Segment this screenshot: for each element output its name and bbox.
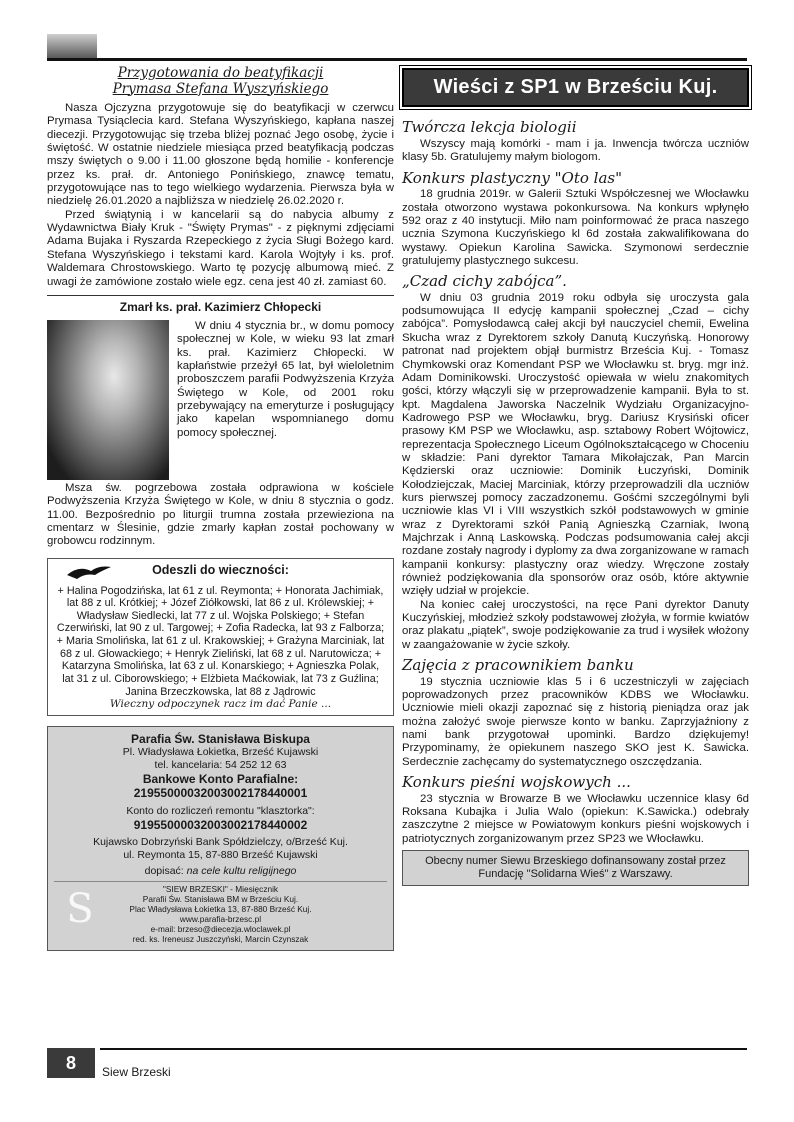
news-para-1: Wszyscy mają komórki - mam i ja. Inwencja twórcza uczniów klasy 5b. Gratulujemy małym biologom.	[402, 137, 749, 164]
credit-2: Parafii Św. Stanisława BM w Brześciu Kuj.	[142, 893, 299, 904]
parish-address: Pl. Władysława Łokietka, Brześć Kujawski	[122, 746, 319, 759]
obituary-para1: W dniu 4 stycznia br., w domu pomocy społecznej w Kole, w wieku 93 lat zmarł ks. prał. Kazimierz Chłopecki. W kapłaństwie przeżył 65 lat, był wieloletnim proboszczem parafii Podwyższenia Krzyża Świętego w Kole, od 2001 roku przebywający na emeryturze i posługujący jako kapelan wspomnianego domu pomocy społecznej.	[177, 319, 394, 439]
credit-6: red. ks. Ireneusz Juszczyński, Marcin Czynszak	[132, 933, 309, 944]
publication-name: Siew Brzeski	[102, 1065, 171, 1079]
news-section-4	[402, 657, 749, 769]
news-section-1	[402, 119, 749, 164]
news-para-4: 19 stycznia uczniowie klas 5 i 6 uczestniczyli w zajęciach poprowadzonych przez pracowników KDBS we Włocławku. Uczniowie mieli okazji zapoznać się z historią pieniądza oraz jak można założyć swoje pierwsze konto w banku. Zaprzyjaźniony z nami bank przygotował upominki. Bardzo dziękujemy! Przypominamy, że opiekunem naszego SKO jest K. Sawicka. Serdecznie zachęcamy do systematycznego oszczędzania.	[402, 675, 749, 768]
deceased-list: + Halina Pogodzińska, lat 61 z ul. Reymonta; + Honorata Jachimiak, lat 88 z ul. Krótkiej; + Józef Ziółkowski, lat 86 z ul. Królewskiej; + Władysław Siedlecki, lat 77 z ul. Wojska Polskiego; + Stefan Czerwiński, lat 90 z ul. Targowej; + Zofia Radecka, lat 93 z Falborza; + Maria Smolińska, lat 61 z ul. Krakowskiej; + Grażyna Marciniak, lat 68 z ul. Głowackiego; + Henryk Zieliński, lat 68 z ul. Narutowicza; + Katarzyna Smolińska, lat 63 z ul. Konarskiego; + Agnieszka Polak, lat 31 z ul. Ciborowskiego; + Elżbieta Maćkowiak, lat 73 z Guźlina; Janina Brzeczkowska, lat 88 z Jądrowic	[56, 584, 385, 698]
prayer-text: Wieczny odpoczynek racz im dać Panie ...	[109, 698, 332, 711]
note-text: na cele kultu religijnego	[186, 864, 297, 877]
publisher-credits	[54, 881, 387, 945]
news-para-2: 18 grudnia 2019r. w Galerii Sztuki Współczesnej we Włocławku została otworzono wystawa pokonkursowa. Na konkurs wpłynęło 592 oraz z 40 instytucji. Miło nam poinformować że praca naszego ucznia Szymona Kuczyńskiego kl 6d została zakwalifikowana do wystawy. Opiekun Karolina Sawicka. Szymonowi serdecznie gratulujemy plastycznego sukcesu.	[402, 188, 749, 267]
footer-rule	[100, 1048, 747, 1050]
beatification-para1: Nasza Ojczyzna przygotowuje się do beatyfikacji w czerwcu Prymasa Tysiąclecia kard. Stefana Wyszyńskiego, kapłana naszej diecezji. Przygotowując się trzeba bliżej poznać Jego osobę, życie i świętość. W ostatnie niedziele miesiąca przed beatyfikacją podczas mszy świętych o 9.00 i 11.00 głoszone będą homilie - konferencje przez ks. prał. dr. Antoniego Ponińskiego, znawcę tematu, przygotowujące nas to tego wielkiego wydarzenia. Pierwsza była w niedzielę 26.01.2020 a najbliższa w niedzielę 26.02.2020 r.	[47, 102, 394, 208]
credit-3: Plac Władysława Łokietka 13, 87-880 Brześć Kuj.	[129, 903, 312, 914]
news-title-5: Konkurs pieśni wojskowych ...	[402, 773, 631, 792]
news-title-4: Zajęcia z pracownikiem banku	[402, 656, 634, 675]
beatification-title-line2: Prymasa Stefana Wyszyńskiego	[112, 80, 329, 97]
credit-4: www.parafia-brzesc.pl	[179, 913, 262, 924]
credit-1: "SIEW BRZESKI" - Miesięcznik	[162, 883, 279, 894]
news-section-5	[402, 774, 749, 846]
news-title-3: „Czad cichy zabójca”.	[402, 272, 567, 291]
news-para-3b: Na koniec całej uroczystości, na ręce Pani dyrektor Danuty Kuczyńskiej, młodzież szkoły podstawowej złożyła, w formie kwiatów oraz plakatu „piątek”, swoje podziękowanie za trud i wysiłek włożony w zaangażowanie w życie szkoły.	[402, 598, 749, 651]
news-para-3a: W dniu 03 grudnia 2019 roku odbyła się uroczysta gala podsumowująca II edycję kampanii społecznej „Czad – cichy zabójca”. Pomysłodawcą całej akcji był nauczyciel chemii, Ewelina Skucha wraz z Dyrektorem szkoły Danutą Kuczyńską. Honorowy patronat nad projektem objął burmistrz Brześcia Kuj. - Tomasz Chymkowski oraz Komendant PSP we Włocławku st. bryg. mgr inż. Adam Dominikowski. Uroczystość opiewała w wielu znakomitych gości, którzy włączyli się w przeprowadzenie kampanii. Była to st. kpt. Magdalena Jaworska Naczelnik Wydziału Organizacyjno-Kadrowego PSP we Włocławku, bryg. Dariusz Krysiński oficer prasowy KM PSP we Włocławku, asp. sztabowy Robert Wójtowicz, reprezentacja Społecznego Liceum Ogólnokształcącego w Choceniu w składzie: Pani dyrektor Tamara Mikołajczak, Pan Marcin Kędzierski oraz uczniowie: Dominik Łuczyński, Dominik Kołodziejczak, Maciej Marciniak, którzy przeprowadzili dla uczniów kurs pierwszej pomocy zaczadzonemu. Gośćmi szczególnymi byli uczniowie klas VI i VIII wszystkich szkół podstawowych w gminie wraz z Dyrektorami szkół Panią Agnieszką Czarniak, Iwoną Majchrzak i Anną Laskowską. Podczas podsumowania całej akcji rozdane zostały nagrody i dyplomy za dwa zorganizowane w ramach kampanii konkursy: plastyczny oraz wiedzy. Wręczone zostały również podziękowania dla sponsorów oraz osób, które aktywnie wzięły udział w projekcie.	[402, 291, 749, 598]
beatification-title-line1: Przygotowania do beatyfikacji	[117, 65, 324, 81]
note-line	[54, 865, 387, 878]
beatification-para2: Przed świątynią i w kancelarii są do nabycia albumy z Wydawnictwa Biały Kruk - "Święty Prymas" - z pięknymi zdjęciami Adama Bujaka i Ryszarda Rzepeckiego z życia Sługi Bożego kard. Stefana Wyszyńskiego i tekstami kard. Karola Wojtyły i ks. prof. Waldemara Chrostowskiego. Warto tę pozycję albumową mieć. Z uwagi że zamówione zostało wiele egz. cena jest 40 zł. zamiast 60.	[47, 208, 394, 288]
siew-logo: S	[66, 885, 94, 932]
parish-info-box	[47, 726, 394, 951]
obituary-title: Zmarł ks. prał. Kazimierz Chłopecki	[119, 299, 322, 314]
renovation-account: 91955000032003002178440002	[133, 817, 308, 832]
bank-label: Bankowe Konto Parafialne:	[142, 771, 299, 786]
bank-address: ul. Reymonta 15, 87-880 Brześć Kujawski	[123, 849, 318, 862]
bank-account: 21955000032003002178440001	[133, 786, 308, 801]
news-para-5: 23 stycznia w Browarze B we Włocławku uczennice klasy 6d Roksana Kubajka i Julia Walo (opiekun: K.Sawicka.) odebrały zaszczytne 2 miejsce w Powiatowym konkurs pieśni wojskowych i patriotycznych zorganizowanym przez SP23 we Włocławku.	[402, 792, 749, 845]
right-column	[402, 64, 749, 886]
deceased-title: Odeszli do wieczności:	[152, 562, 289, 577]
header-photo	[47, 34, 97, 58]
news-title-1: Twórcza lekcja biologii	[402, 118, 577, 137]
left-column	[47, 64, 394, 951]
school-news-header: Wieści z SP1 w Brześciu Kuj.	[402, 68, 749, 107]
news-section-3	[402, 273, 749, 652]
news-section-2	[402, 170, 749, 269]
funding-note: Obecny numer Siewu Brzeskiego dofinansowany został przez Fundację "Solidarna Wieś" z Warszawy.	[402, 850, 749, 886]
obituary-para2: Msza św. pogrzebowa została odprawiona w kościele Podwyższenia Krzyża Świętego w Kole, w dniu 8 stycznia o godz. 11.00. Bezpośrednio po liturgii trumna została przewieziona na cmentarz w Ślesinie, gdzie zmarły kapłan został pochowany w grobowcu rodzinnym.	[47, 481, 394, 548]
deceased-box	[47, 558, 394, 716]
obituary-section	[47, 295, 394, 549]
note-prefix: dopisać:	[144, 864, 184, 877]
top-rule	[47, 58, 747, 61]
page-number: 8	[47, 1048, 95, 1078]
bank-name: Kujawsko Dobrzyński Bank Spółdzielczy, o/Brześć Kuj.	[93, 836, 348, 849]
parish-name: Parafia Św. Stanisława Biskupa	[131, 731, 310, 746]
priest-photo	[47, 320, 169, 480]
credit-5: e-mail: brzeso@diecezja.wloclawek.pl	[150, 923, 291, 934]
parish-phone: tel. kancelaria: 54 252 12 63	[154, 758, 287, 771]
bird-icon	[65, 563, 113, 581]
deceased-header	[55, 563, 386, 583]
news-title-2: Konkurs plastyczny "Oto las"	[402, 168, 622, 187]
beatification-title	[47, 66, 394, 97]
renovation-label: Konto do rozliczeń remontu "klasztorka":	[126, 804, 315, 817]
